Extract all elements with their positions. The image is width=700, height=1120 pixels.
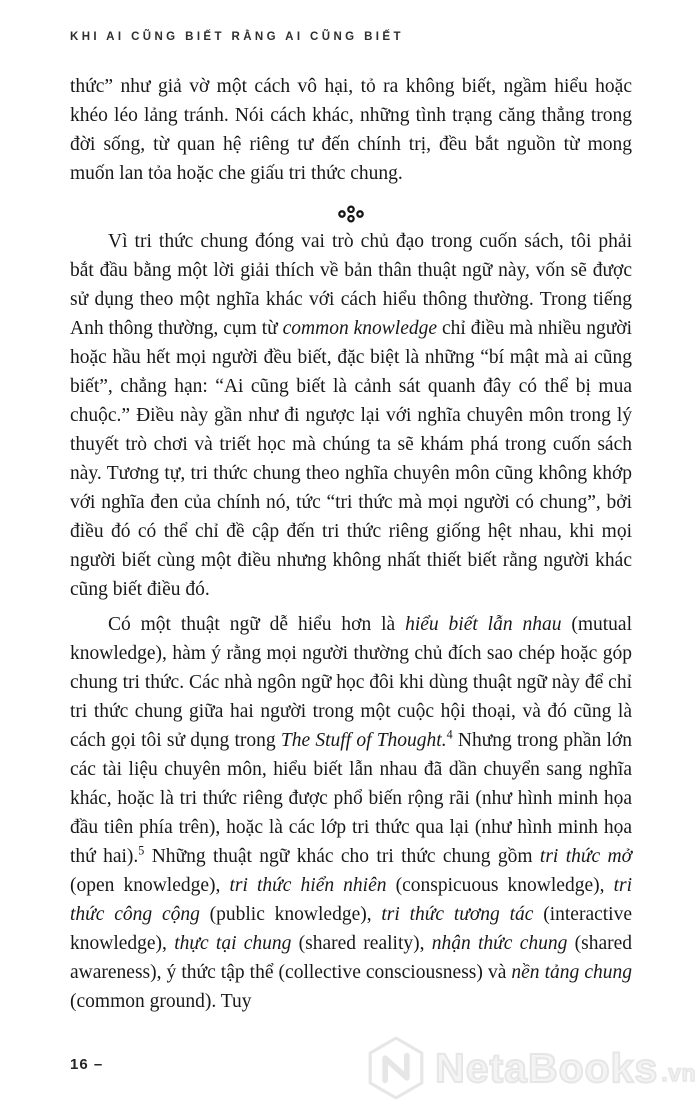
text-run: (common ground). Tuy (70, 991, 252, 1012)
italic-term: tri thức mở (539, 846, 632, 867)
publisher-watermark (367, 1036, 696, 1100)
italic-term: hiểu biết lẫn nhau (405, 614, 562, 635)
body-paragraph (70, 72, 632, 188)
text-run: (shared awareness), ý thức tập thể (collective consciousness) và (70, 933, 632, 983)
italic-term: nền tảng chung (511, 962, 632, 983)
text-run: (shared reality), (291, 933, 432, 954)
text-run: chỉ điều mà nhiều người hoặc hầu hết mọi người đều biết, đặc biệt là những “bí mật mà ai cũng biết”, chẳng hạn: “Ai cũng biết là cảnh sát quanh đây có thể bị mua chuộc.” Điều này gần như đi ngược lại với nghĩa chuyên môn trong lý thuyết trò chơi và triết học mà chúng ta sẽ khám phá trong cuốn sách này. Tương tự, tri thức chung theo nghĩa chuyên môn cũng không khớp với nghĩa đen của chính nó, tức “tri thức mà mọi người có chung”, bởi điều đó có thể chỉ đề cập đến tri thức riêng giống hệt nhau, khi mọi người biết cùng một điều nhưng không nhất thiết biết rằng người khác cũng biết điều đó. (70, 318, 632, 600)
italic-term: tri thức tương tác (381, 904, 534, 925)
body-paragraph (70, 610, 632, 1016)
page-number: 16 – (70, 1056, 104, 1073)
text-run: (public knowledge), (199, 904, 382, 925)
text-run: (mutual knowledge), hàm ý rằng mọi người thường chủ đích sao chép hoặc góp chung tri thức. Các nhà ngôn ngữ học đôi khi dùng thuật ngữ này để chỉ tri thức chung giữa hai người trong một cuộc hội thoại, và đó cũng là cách gọi tôi sử dụng trong (70, 614, 633, 751)
footnote-marker: 5 (138, 843, 145, 858)
italic-term: nhận thức chung (431, 933, 568, 954)
watermark-brand-text: NetaBooks (435, 1044, 659, 1091)
italic-term: The Stuff of Thought. (280, 730, 447, 751)
watermark-tld-text: .vn (661, 1059, 696, 1086)
italic-term: thực tại chung (174, 933, 292, 954)
running-header-title: KHI AI CŨNG BIẾT RẰNG AI CŨNG BIẾT (70, 31, 404, 43)
italic-term: common knowledge (282, 318, 438, 339)
fleuron-ornament-icon (338, 205, 364, 223)
text-run: Những thuật ngữ khác cho tri thức chung gồm (144, 846, 540, 867)
footnote-marker: 4 (446, 727, 453, 742)
watermark-wordmark (435, 1045, 696, 1092)
body-text (70, 72, 632, 1016)
text-run: Có một thuật ngữ dễ hiểu hơn là (108, 614, 406, 635)
text-run: Vì tri thức chung đóng vai trò chủ đạo trong cuốn sách, tôi phải bắt đầu bằng một lời giải thích về bản thân thuật ngữ này, vốn sẽ được sử dụng theo một nghĩa khác với cách hiểu thông thường. Trong tiếng Anh thông thường, cụm từ (70, 231, 632, 339)
italic-term: tri thức công cộng (70, 875, 632, 925)
hexagon-n-logo-icon (367, 1036, 425, 1100)
text-run: Nhưng trong phần lớn các tài liệu chuyên môn, hiểu biết lẫn nhau đã dần chuyển sang nghĩa khác, hoặc là tri thức riêng được phổ biến rộng rãi (như hình minh họa đầu tiên phía trên), hoặc là các lớp tri thức qua lại (như hình minh họa thứ hai). (70, 730, 632, 867)
text-run: (open knowledge), (70, 875, 230, 896)
text-run: (conspicuous knowledge), (386, 875, 614, 896)
italic-term: tri thức hiển nhiên (229, 875, 387, 896)
section-separator (70, 198, 632, 218)
text-run: thức” như giả vờ một cách vô hại, tỏ ra không biết, ngầm hiểu hoặc khéo léo lảng tránh. Nói cách khác, những tình trạng căng thẳng trong đời sống, từ quan hệ riêng tư đến chính trị, đều bắt nguồn từ mong muốn lan tỏa hoặc che giấu tri thức chung. (70, 76, 632, 184)
body-paragraph (70, 227, 632, 604)
text-run: (interactive knowledge), (70, 904, 632, 954)
